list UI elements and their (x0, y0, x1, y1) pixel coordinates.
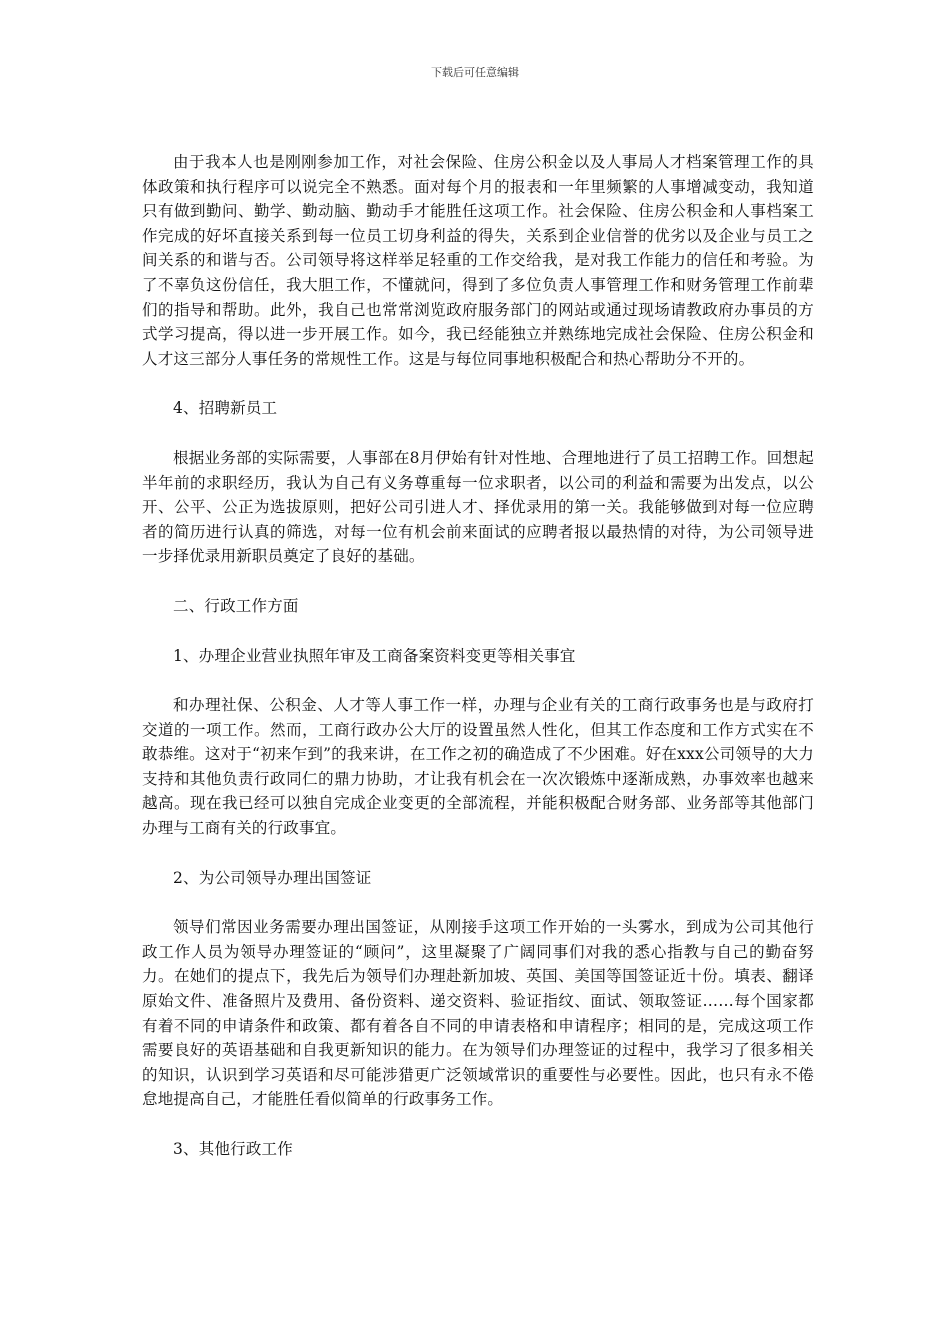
paragraph-social-insurance: 由于我本人也是刚刚参加工作，对社会保险、住房公积金以及人事局人才档案管理工作的具体政策和执行程序可以说完全不熟悉。面对每个月的报表和一年里频繁的人事增减变动，我知道只有做到勤问、勤学、勤动脑、勤动手才能胜任这项工作。社会保险、住房公积金和人事档案工作完成的好坏直接关系到每一位员工切身利益的得失，关系到企业信誉的优劣以及企业与员工之间关系的和谐与否。公司领导将这样举足轻重的工作交给我，是对我工作能力的信任和考验。为了不辜负这份信任，我大胆工作，不懂就问，得到了多位负责人事管理工作和财务管理工作前辈们的指导和帮助。此外，我自己也常常浏览政府服务部门的网站或通过现场请教政府办事员的方式学习提高，得以进一步开展工作。如今，我已经能独立并熟练地完成社会保险、住房公积金和人才这三部分人事任务的常规性工作。这是与每位同事地积极配合和热心帮助分不开的。 (142, 153, 814, 368)
spacer (142, 890, 814, 915)
heading-visa: 2、为公司领导办理出国签证 (173, 868, 372, 887)
spacer (142, 668, 814, 693)
heading-recruit-new-staff: 4、招聘新员工 (173, 399, 278, 418)
heading-other-admin: 3、其他行政工作 (173, 1140, 293, 1158)
page-header: 下载后可任意编辑 (431, 66, 519, 79)
spacer (142, 841, 814, 866)
spacer (142, 371, 814, 396)
spacer (142, 569, 814, 594)
spacer (142, 421, 814, 446)
paragraph-business-affairs: 和办理社保、公积金、人才等人事工作一样，办理与企业有关的工商行政事务也是与政府打交道的一项工作。然而，工商行政办公大厅的设置虽然人性化，但其工作态度和工作方式实在不敢恭维。这对于“初来乍到”的我来讲，在工作之初的确造成了不少困难。好在xxx公司领导的大力支持和其他负责行政同仁的鼎力协助，才让我有机会在一次次锻炼中逐渐成熟，办事效率也越来越高。现在我已经可以独自完成企业变更的全部流程，并能积极配合财务部、业务部等其他部门办理与工商有关的行政事宜。 (142, 696, 814, 838)
document-body (142, 150, 814, 1162)
paragraph-visa: 领导们常因业务需要办理出国签证，从刚接手这项工作开始的一头雾水，到成为公司其他行政工作人员为领导办理签证的“顾问”，这里凝聚了广阔同事们对我的悉心指教与自己的勤奋努力。在她们的提点下，我先后为领导们办理赴新加坡、英国、美国等国签证近十份。填表、翻译原始文件、准备照片及费用、备份资料、递交资料、验证指纹、面试、领取签证……每个国家都有着不同的申请条件和政策、都有着各自不同的申请表格和申请程序；相同的是，完成这项工作需要良好的英语基础和自我更新知识的能力。在为领导们办理签证的过程中，我学习了很多相关的知识，认识到学习英语和尽可能涉猎更广泛领域常识的重要性与必要性。因此，也只有永不倦怠地提高自己，才能胜任看似简单的行政事务工作。 (142, 918, 814, 1109)
spacer (142, 1112, 814, 1137)
heading-admin-work: 二、行政工作方面 (173, 596, 299, 615)
heading-business-license: 1、办理企业营业执照年审及工商备案资料变更等相关事宜 (173, 646, 576, 665)
paragraph-recruitment: 根据业务部的实际需要，人事部在8月伊始有针对性地、合理地进行了员工招聘工作。回想起半年前的求职经历，我认为自己有义务尊重每一位求职者，以公司的利益和需要为出发点，以公开、公平、公正为选拔原则，把好公司引进人才、择优录用的第一关。我能够做到对每一位应聘者的简历进行认真的筛选，对每一位有机会前来面试的应聘者报以最热情的对待，为公司领导进一步择优录用新职员奠定了良好的基础。 (142, 448, 814, 566)
spacer (142, 619, 814, 644)
